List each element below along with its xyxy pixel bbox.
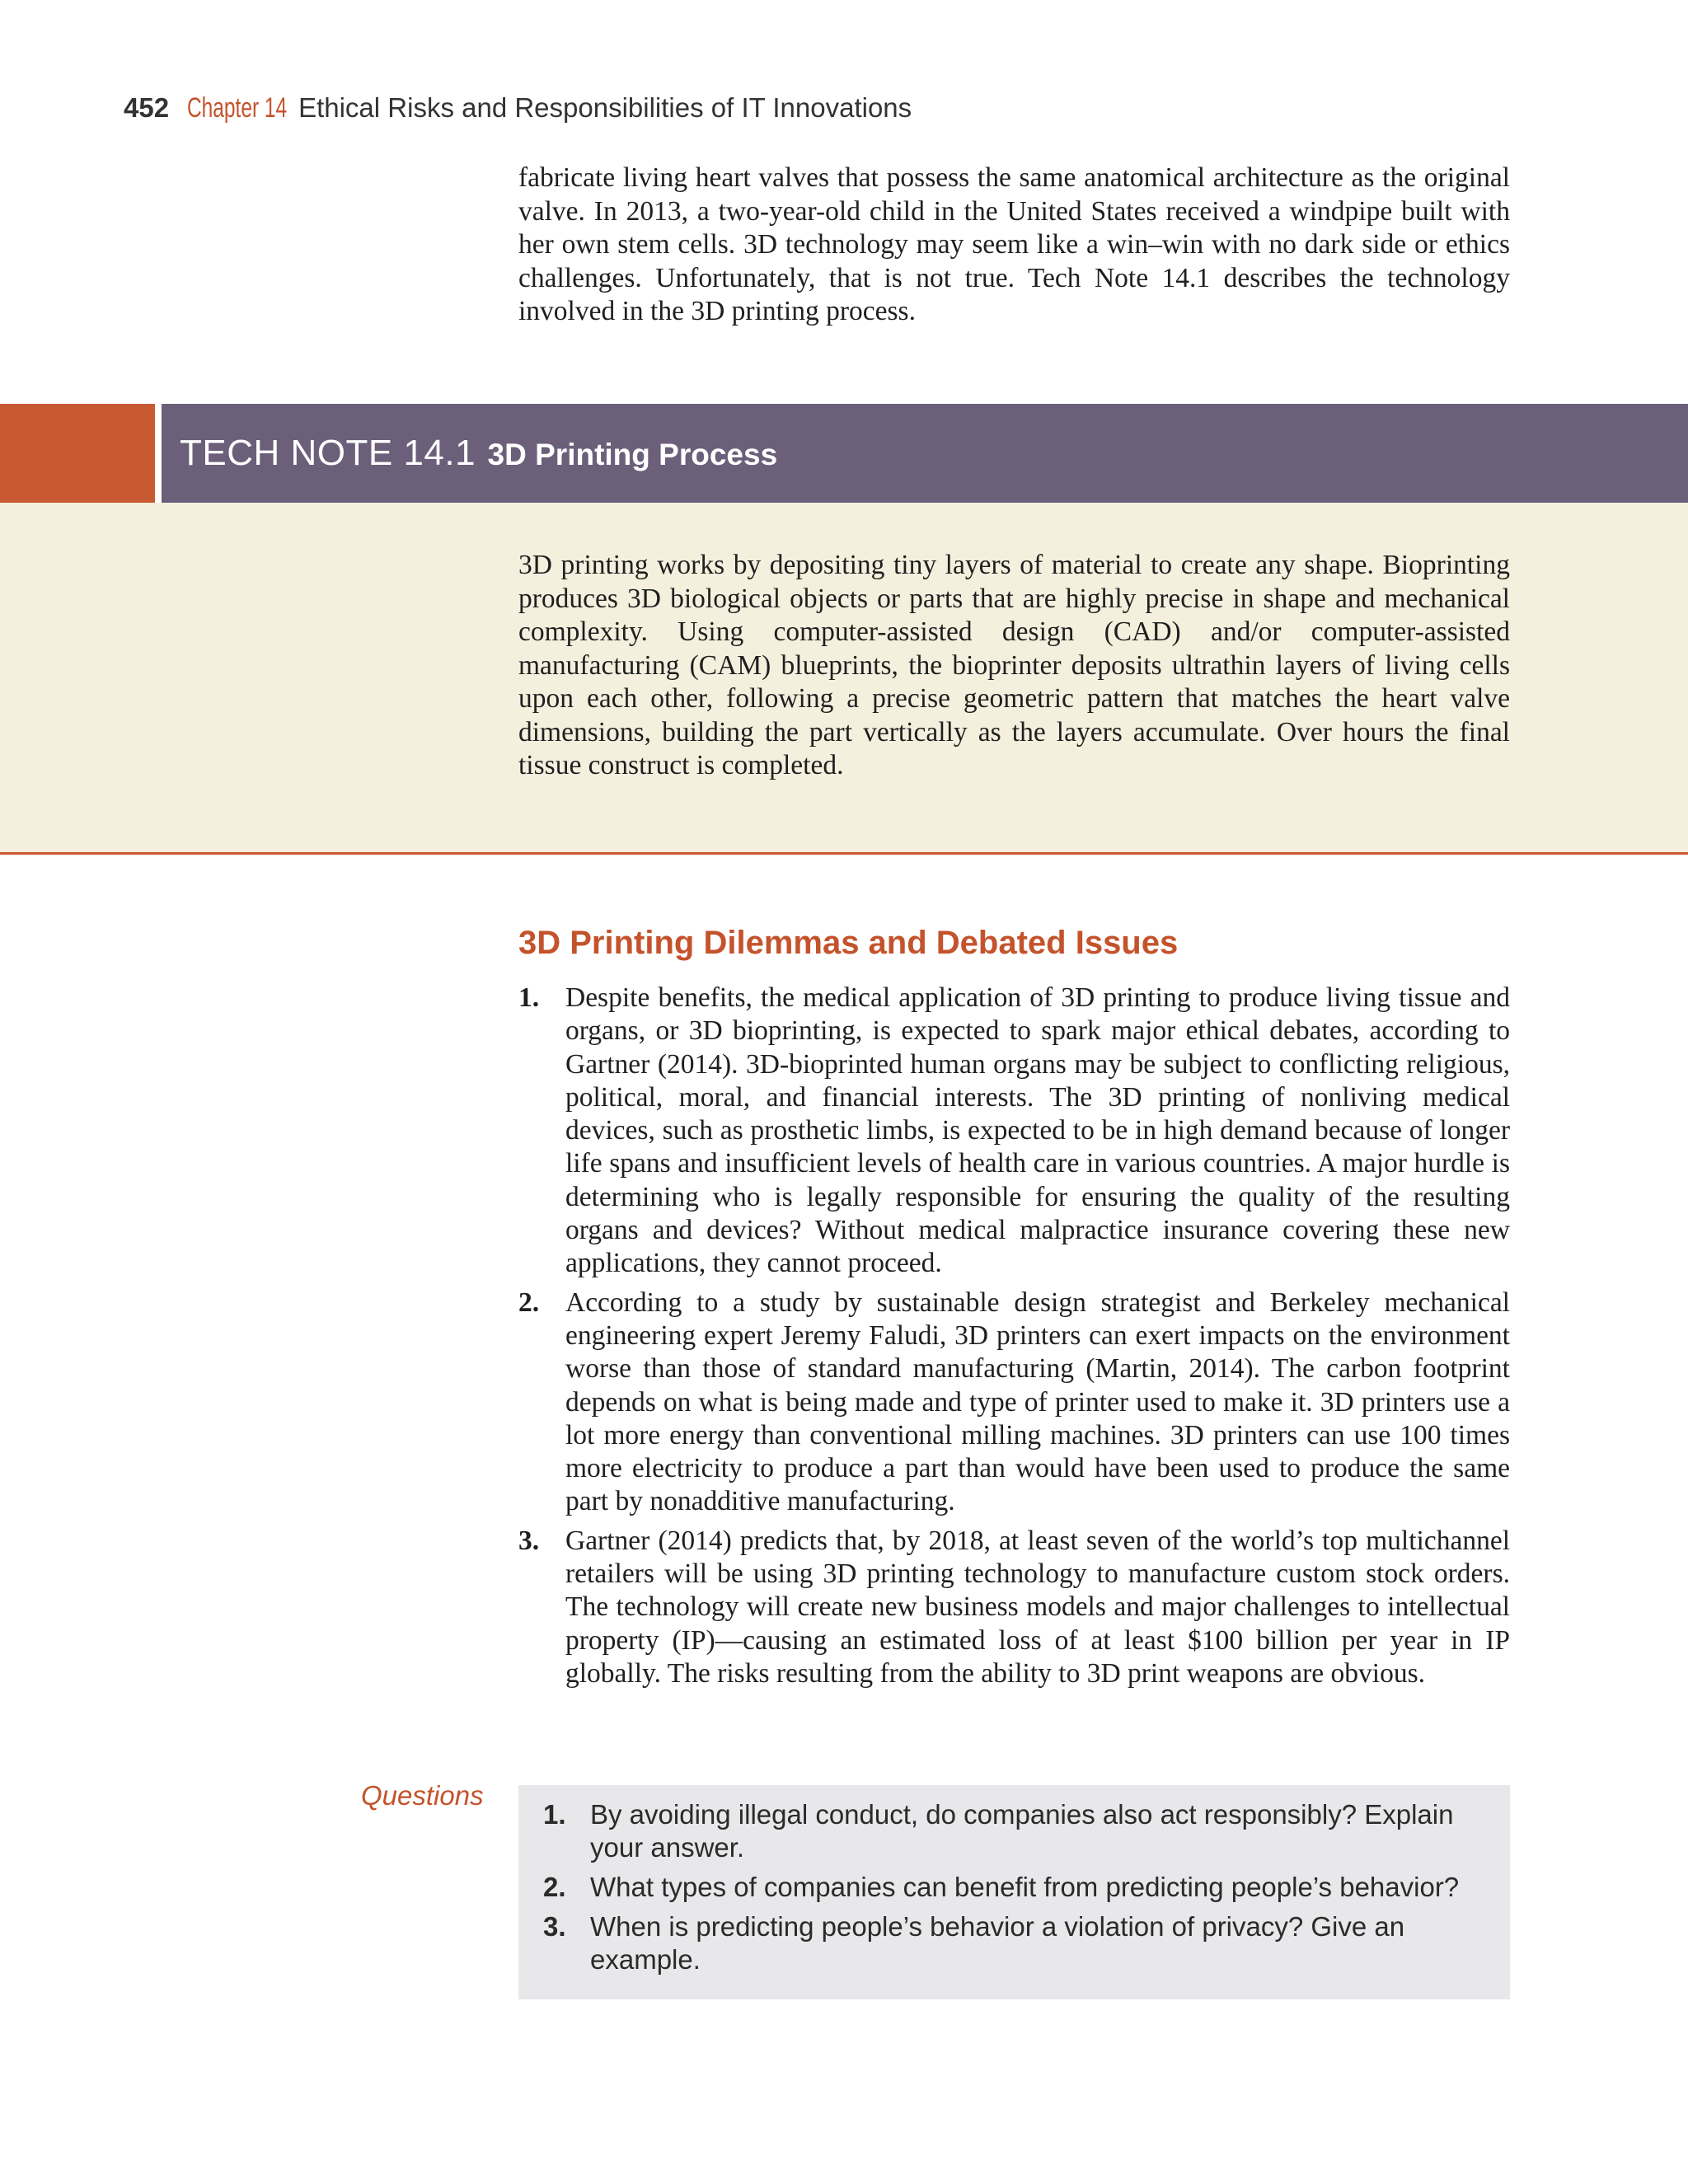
question-number: 1. — [543, 1799, 566, 1830]
tech-note-title — [180, 433, 777, 474]
tech-note-title-bar — [162, 404, 1688, 503]
tech-note-body: 3D printing works by depositing tiny layers of material to create any shape. Bioprinting produces 3D biological objects or parts that are highly precise in shape and mechanical complexity. Using computer-assisted design (CAD) and/or computer-assisted manufacturing (CAM) blueprints, the bioprinter deposits ultrathin layers of living cells upon each other, following a precise geometric pattern that matches the heart valve dimensions, building the part vertically as the layers accumulate. Over hours the final tissue construct is completed. — [518, 550, 1510, 780]
list-item-number: 2. — [518, 1286, 540, 1318]
question-number: 2. — [543, 1872, 566, 1902]
questions-box — [518, 1785, 1510, 1999]
tech-note-header — [0, 404, 1688, 503]
list-item-text: Despite benefits, the medical application of 3D printing to produce living tissue and organs, or 3D bioprinting, is expected to spark major ethical debates, according to Gartner (2014). 3D-bioprinted human organs may be subject to conflicting religious, political, moral, and financial interests. The 3D printing of nonliving medical devices, such as prosthetic limbs, is expected to be in high demand because of longer life spans and insufficient levels of health care in various countries. A major hurdle is determining who is legally responsible for ensuring the quality of the resulting organs and devices? Without medical malpractice insurance covering these new applications, they cannot proceed. — [565, 982, 1510, 1279]
question-number: 3. — [543, 1911, 566, 1942]
tech-note-number: TECH NOTE 14.1 — [180, 433, 476, 473]
question-list — [543, 1798, 1475, 1983]
question-item — [543, 1871, 1475, 1904]
question-text: By avoiding illegal conduct, do companies also act responsibly? Explain your answer. — [590, 1799, 1454, 1863]
section-heading: 3D Printing Dilemmas and Debated Issues — [518, 925, 1179, 961]
dilemma-list — [518, 982, 1510, 1696]
chapter-title: Ethical Risks and Responsibilities of IT Innovations — [298, 92, 912, 123]
list-item — [518, 982, 1510, 1281]
page-number: 452 — [124, 92, 170, 123]
tech-note-subtitle: 3D Printing Process — [487, 438, 778, 471]
tech-note-accent-block — [0, 404, 155, 503]
question-text: What types of companies can benefit from predicting people’s behavior? — [590, 1872, 1460, 1902]
question-text: When is predicting people’s behavior a violation of privacy? Give an example. — [590, 1911, 1405, 1975]
list-item-text: Gartner (2014) predicts that, by 2018, at least seven of the world’s top multichannel retailers will be using 3D printing technology to manufacture custom stock orders. The technology will create new business models and major challenges to intellectual property (IP)—causing an estimated loss of at least $100 billion per year in IP globally. The risks resulting from the ability to 3D print weapons are obvious. — [565, 1525, 1510, 1689]
list-item — [518, 1525, 1510, 1690]
running-head — [124, 92, 912, 134]
chapter-label: Chapter 14 — [187, 92, 288, 124]
question-item — [543, 1798, 1475, 1864]
question-item — [543, 1910, 1475, 1976]
questions-label: Questions — [361, 1780, 484, 1811]
intro-paragraph: fabricate living heart valves that possess the same anatomical architecture as the original valve. In 2013, a two-year-old child in the United States received a windpipe built with her own stem cells. 3D technology may seem like a win–win with no dark side or ethics challenges. Unfortunately, that is not true. Tech Note 14.1 describes the technology involved in the 3D printing process. — [518, 162, 1510, 326]
list-item — [518, 1286, 1510, 1519]
list-item-number: 3. — [518, 1525, 540, 1556]
list-item-number: 1. — [518, 982, 540, 1013]
list-item-text: According to a study by sustainable design strategist and Berkeley mechanical engineering expert Jeremy Faludi, 3D printers can exert impacts on the environment worse than those of standard manufacturing (Martin, 2014). The carbon footprint depends on what is being made and type of printer used to make it. 3D printers use a lot more energy than conventional milling machines. 3D printers can use 100 times more electricity to produce a part than would have been used to produce the same part by nonadditive manufacturing. — [565, 1286, 1510, 1517]
